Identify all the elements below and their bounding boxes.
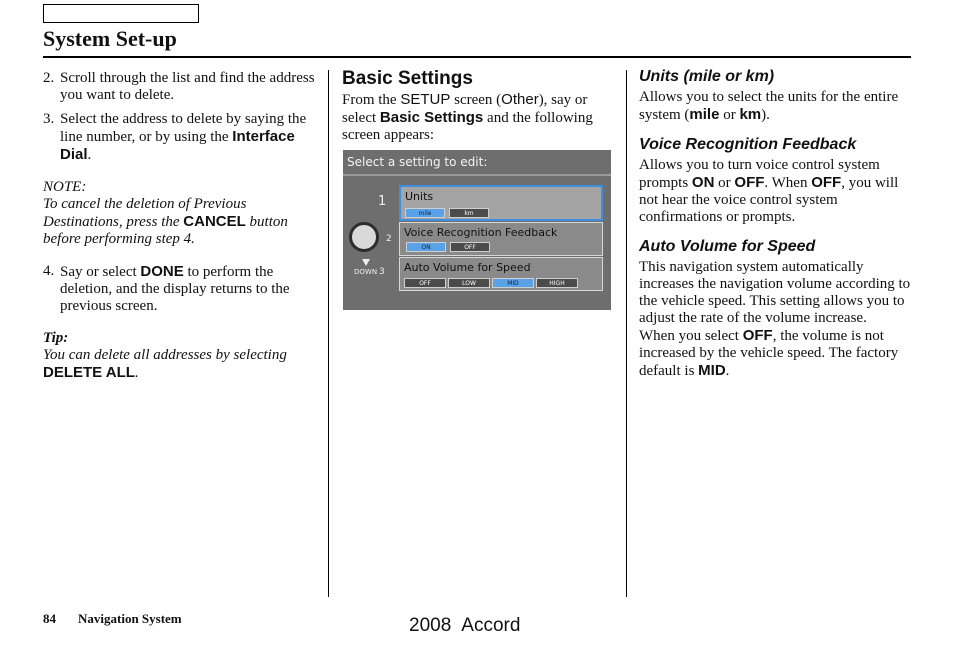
option-vol-off[interactable]: OFF bbox=[404, 278, 446, 288]
screen-title: Select a setting to edit: bbox=[347, 155, 488, 169]
page-number-3: 3 bbox=[379, 267, 385, 277]
nav-settings-screen bbox=[343, 150, 611, 310]
step-3: 3. Select the address to delete by saying the line number, or by using the Interface Dial. bbox=[43, 111, 307, 163]
option-km[interactable]: km bbox=[449, 208, 489, 218]
units-text: Allows you to select the units for the entire system (mile or km). bbox=[639, 89, 899, 123]
setting-row-units[interactable]: Units mile km bbox=[399, 185, 603, 221]
setting-row-auto-volume[interactable]: Auto Volume for Speed OFF LOW MID HIGH bbox=[399, 257, 603, 291]
option-mile[interactable]: mile bbox=[405, 208, 445, 218]
tip-text: You can delete all addresses by selecting DELETE ALL. bbox=[43, 347, 287, 381]
basic-settings-heading: Basic Settings bbox=[342, 68, 473, 89]
interface-dial-icon bbox=[349, 222, 379, 252]
screen-title-bar bbox=[343, 174, 611, 176]
header-rule bbox=[43, 56, 911, 58]
auto-volume-text-2: When you select OFF, the volume is not increased by the vehicle speed. The factory default is MID. bbox=[639, 327, 899, 379]
option-vol-high[interactable]: HIGH bbox=[536, 278, 578, 288]
voice-feedback-heading: Voice Recognition Feedback bbox=[639, 136, 857, 153]
column-3 bbox=[639, 68, 911, 380]
column-2 bbox=[342, 68, 612, 144]
page-number-1: 1 bbox=[378, 194, 387, 209]
step-2: 2. Scroll through the list and find the address you want to delete. bbox=[43, 70, 315, 103]
option-off[interactable]: OFF bbox=[450, 242, 490, 252]
column-1 bbox=[43, 70, 318, 382]
tip-label: Tip: bbox=[43, 330, 69, 346]
column-divider-2 bbox=[626, 70, 627, 597]
auto-volume-text: This navigation system automatically increases the navigation volume according to the vehicle speed. This setting allows you to adjust the rate of the volume increase. bbox=[639, 259, 911, 326]
step-4: 4. Say or select DONE to perform the deletion, and the display returns to the previous screen. bbox=[43, 263, 290, 314]
basic-settings-intro: From the SETUP screen (Other), say or select Basic Settings and the following screen appears: bbox=[342, 91, 593, 143]
setting-row-voice-feedback[interactable]: Voice Recognition Feedback ON OFF bbox=[399, 222, 603, 256]
option-vol-low[interactable]: LOW bbox=[448, 278, 490, 288]
note-text: To cancel the deletion of Previous Destinations, press the CANCEL button before performing step 4. bbox=[43, 196, 288, 247]
voice-feedback-text: Allows you to turn voice control system prompts ON or OFF. When OFF, you will not hear the voice control system confirmations or prompts. bbox=[639, 157, 899, 225]
page-number: 84 bbox=[43, 611, 56, 626]
interface-dial-term: Interface Dial bbox=[60, 128, 295, 163]
option-on[interactable]: ON bbox=[406, 242, 446, 252]
option-vol-mid[interactable]: MID bbox=[492, 278, 534, 288]
down-arrow-icon bbox=[362, 259, 370, 266]
auto-volume-heading: Auto Volume for Speed bbox=[639, 238, 816, 255]
units-heading: Units (mile or km) bbox=[639, 68, 775, 85]
header-tab-box bbox=[43, 4, 199, 23]
page-number-2: 2 bbox=[386, 234, 392, 244]
note-label: NOTE: bbox=[43, 179, 87, 195]
column-divider-1 bbox=[328, 70, 329, 597]
footer-section: Navigation System bbox=[78, 611, 182, 626]
footer-model: 2008 Accord bbox=[409, 615, 521, 636]
down-label: DOWN bbox=[354, 268, 378, 276]
page-title: System Set-up bbox=[43, 26, 177, 51]
